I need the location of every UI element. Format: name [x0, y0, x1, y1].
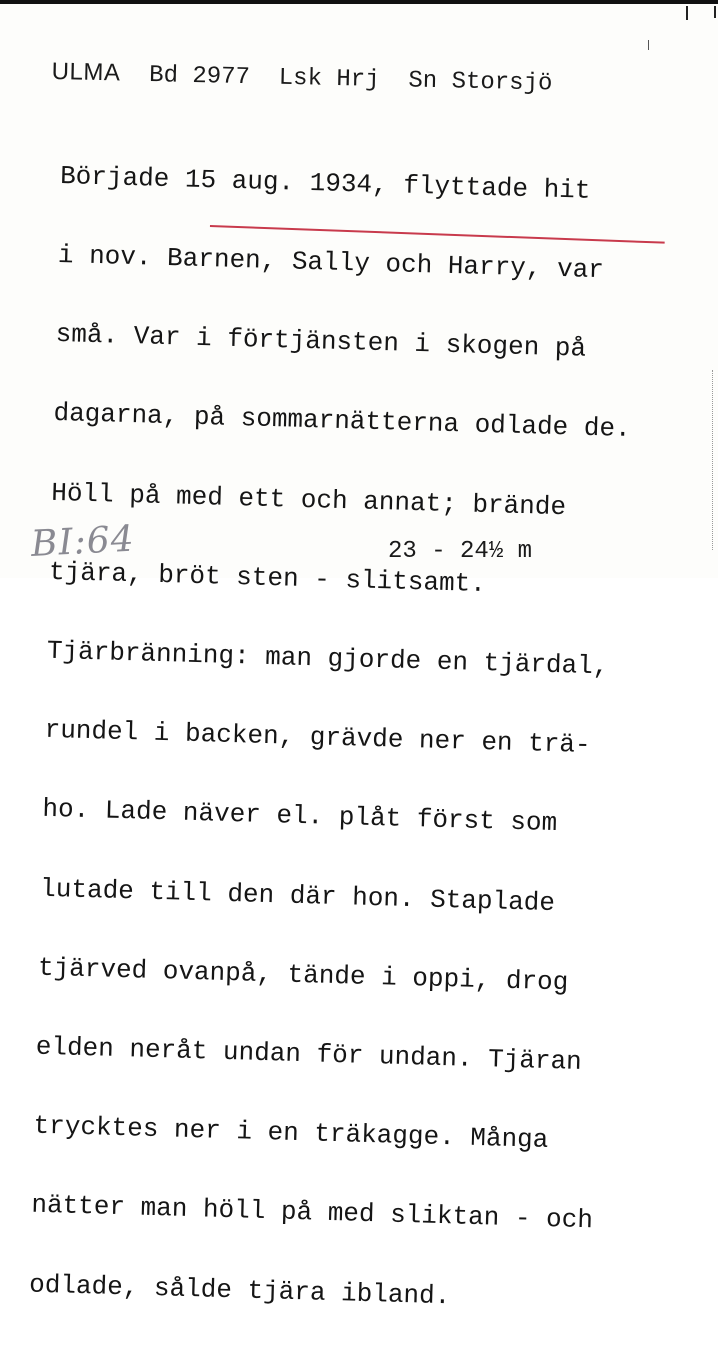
parish-name: Sn Storsjö [408, 67, 553, 98]
body-line: rundel i backen, grävde ner en trä- [44, 714, 591, 761]
reference-number: Bd 2977 [148, 62, 251, 92]
scan-edge-specks [712, 370, 717, 550]
body-line: odlade, sålde tjära ibland. [28, 1269, 451, 1311]
body-line: ho. Lade näver el. plåt först som [42, 794, 558, 839]
scan-mark [648, 40, 649, 50]
area-code: Lsk Hrj [278, 64, 380, 94]
archive-code: ULMA [51, 58, 121, 87]
handwritten-code: BI:64 [30, 518, 136, 565]
body-line: i nov. Barnen, Sally och Harry, var [57, 239, 605, 286]
card-body [27, 110, 639, 1366]
body-line: små. Var i förtjänsten i skogen på [55, 319, 587, 364]
body-line: lutade till den där hon. Staplade [39, 873, 556, 918]
body-line: elden neråt undan för undan. Tjäran [35, 1031, 583, 1077]
scan-mark [686, 6, 688, 20]
body-line: tjärved ovanpå, tände i oppi, drog [37, 952, 569, 998]
page-reference: 23 - 24½ m [388, 538, 533, 565]
scan-mark [714, 6, 716, 18]
card-header [51, 58, 552, 97]
body-line: Höll på med ett och annat; brände [50, 477, 567, 522]
card-top-edge [0, 0, 718, 4]
body-line: dagarna, på sommarnätterna odlade de. [53, 398, 632, 445]
body-line: trycktes ner i en träkagge. Många [33, 1110, 549, 1156]
body-line: Tjärbränning: man gjorde en tjärdal, [46, 635, 609, 682]
body-line: tjära, bröt sten - slitsamt. [48, 556, 487, 599]
body-line: nätter man höll på med sliktan - och [30, 1190, 594, 1236]
body-line: Började 15 aug. 1934, flyttade hit [59, 160, 591, 206]
